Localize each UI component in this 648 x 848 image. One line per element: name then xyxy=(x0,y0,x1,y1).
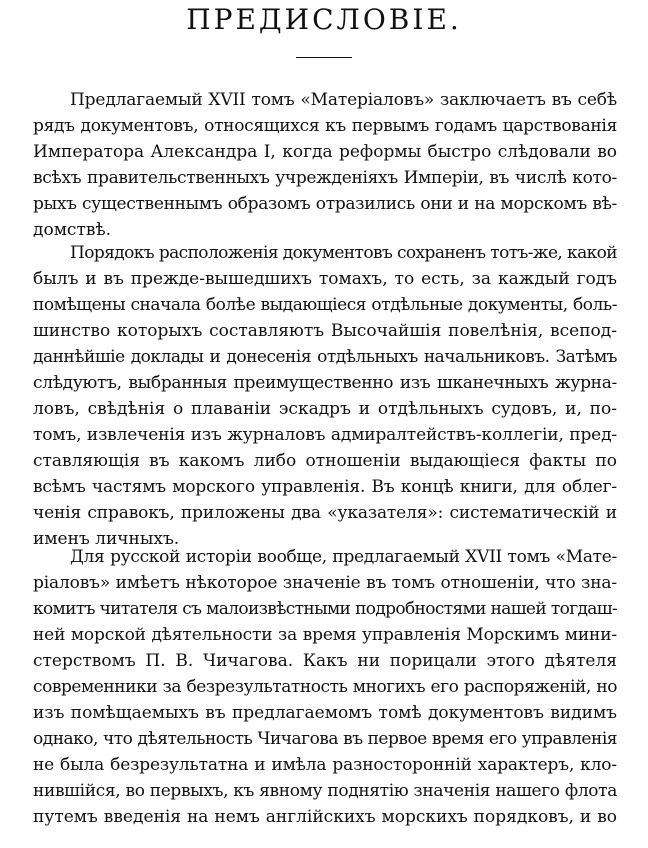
text-line: однако, что дѣятельность Чичагова въ первое время его управленія xyxy=(33,729,617,749)
text-line: всѣмъ частямъ морского управленія. Въ концѣ книги, для облег- xyxy=(33,477,617,497)
text-line: шинство которыхъ составляютъ Высочайшія повелѣнія, всепод- xyxy=(33,321,617,341)
text-line: именъ личныхъ. xyxy=(33,529,180,549)
paragraph-3 xyxy=(33,544,617,830)
text-line: всѣхъ правительственныхъ учрежденіяхъ Имперіи, въ числѣ кото- xyxy=(33,168,617,188)
text-line: стерствомъ П. В. Чичагова. Какъ ни порицали этого дѣятеля xyxy=(33,651,617,671)
text-line: рыхъ существеннымъ образомъ отразились они и на морскомъ вѣ- xyxy=(33,194,617,214)
text-line: не была безрезультатна и имѣла разносторонній характеръ, кло- xyxy=(33,755,617,775)
text-line: помѣщены сначала болѣе выдающіеся отдѣльные документы, боль- xyxy=(33,295,617,315)
text-line: Императора Александра I, когда реформы быстро слѣдовали во xyxy=(33,142,617,162)
title-divider xyxy=(296,57,352,58)
text-line: ловъ, свѣдѣнія о плаваніи эскадръ и отдѣльныхъ судовъ, и, по- xyxy=(33,399,617,419)
text-line: ней морской дѣятельности за время управленія Морскимъ мини- xyxy=(33,625,617,645)
text-line: былъ и въ прежде-вышедшихъ томахъ, то есть, за каждый годъ xyxy=(33,269,617,289)
text-line: слѣдуютъ, выбранныя преимущественно изъ шканечныхъ журна- xyxy=(33,373,617,393)
text-line: комитъ читателя съ малоизвѣстными подробностями нашей тогдаш- xyxy=(33,599,617,619)
text-line: Предлагаемый XVII томъ «Матеріаловъ» заключаетъ въ себѣ xyxy=(70,90,617,110)
paragraph-2 xyxy=(33,240,617,552)
text-line: ставляющія въ какомъ либо отношеніи выдающіеся факты по xyxy=(33,451,617,471)
text-line: рядъ документовъ, относящихся къ первымъ годамъ царствованія xyxy=(33,116,617,136)
paragraph-1 xyxy=(33,87,617,243)
text-line: Порядокъ расположенія документовъ сохраненъ тотъ-же, какой xyxy=(70,243,617,263)
text-line: даннѣйшіе доклады и донесенія отдѣльныхъ начальниковъ. Затѣмъ xyxy=(33,347,617,367)
text-line: изъ помѣщаемыхъ въ предлагаемомъ томѣ документовъ видимъ xyxy=(33,703,617,723)
text-line: ченія справокъ, приложены два «указателя»: систематическій и xyxy=(33,503,617,523)
page-title: ПРЕДИСЛОВІЕ. xyxy=(186,3,462,36)
text-line: современники за безрезультатность многихъ его распоряженій, но xyxy=(33,677,617,697)
text-line: томъ, извлеченія изъ журналовъ адмиралтействъ-коллегіи, пред- xyxy=(33,425,617,445)
text-line: ріаловъ» имѣетъ нѣкоторое значеніе въ томъ отношеніи, что зна- xyxy=(33,573,617,593)
text-line: нившійся, во первыхъ, къ явному поднятію значенія нашего флота xyxy=(33,781,617,801)
text-line: путемъ введенія на немъ англійскихъ морскихъ порядковъ, и во xyxy=(33,807,617,827)
text-line: Для русской исторіи вообще, предлагаемый XVII томъ «Мате- xyxy=(70,547,617,567)
text-line: домствѣ. xyxy=(33,220,112,240)
